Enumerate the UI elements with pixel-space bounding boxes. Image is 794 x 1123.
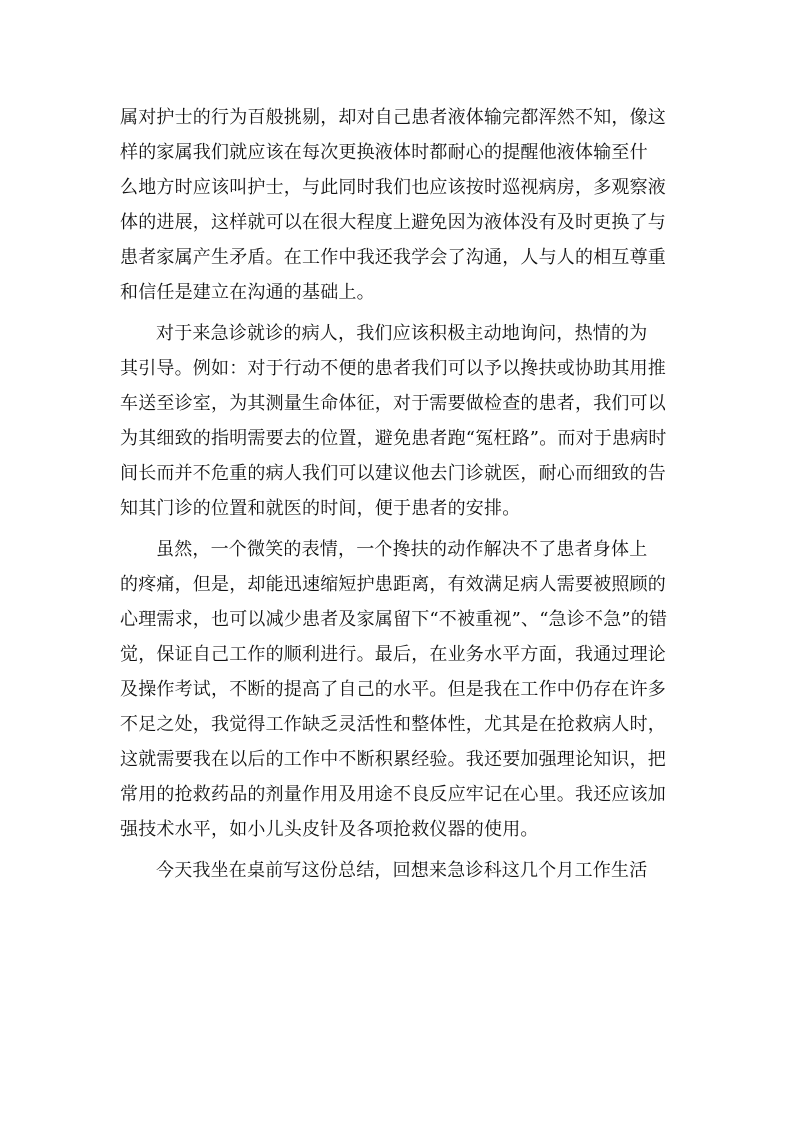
text-line: 车送至诊室，为其测量生命体征，对于需要做检查的患者，我们可以	[120, 393, 666, 414]
text-line: 体的进展，这样就可以在很大程度上避免因为液体没有及时更换了与	[120, 212, 666, 233]
text-line: 患者家属产生矛盾。在工作中我还我学会了沟通，人与人的相互尊重	[120, 247, 666, 268]
text-line: 和信任是建立在沟通的基础上。	[120, 282, 375, 303]
text-line: 及操作考试，不断的提高了自己的水平。但是我在工作中仍存在许多	[120, 679, 666, 700]
text-line: 的疼痛，但是，却能迅速缩短护患距离，有效满足病人需要被照顾的	[120, 574, 666, 595]
text-line: 这就需要我在以后的工作中不断积累经验。我还要加强理论知识，把	[120, 749, 666, 770]
text-line: 虽然，一个微笑的表情，一个搀扶的动作解决不了患者身体上	[156, 539, 648, 560]
text-line: 不足之处，我觉得工作缺乏灵活性和整体性，尤其是在抢救病人时，	[120, 714, 666, 735]
text-line: 对于来急诊就诊的病人，我们应该积极主动地询问，热情的为	[156, 323, 648, 344]
text-line: 间长而并不危重的病人我们可以建议他去门诊就医，耐心而细致的告	[120, 463, 666, 484]
paragraph-3	[120, 532, 680, 847]
paragraph-4	[120, 853, 680, 888]
text-line: 今天我坐在桌前写这份总结，回想来急诊科这几个月工作生活	[156, 860, 648, 881]
text-line: 么地方时应该叫护士，与此同时我们也应该按时巡视病房，多观察液	[120, 177, 666, 198]
text-line: 常用的抢救药品的剂量作用及用途不良反应牢记在心里。我还应该加	[120, 784, 666, 805]
paragraph-2	[120, 316, 680, 526]
text-line: 样的家属我们就应该在每次更换液体时都耐心的提醒他液体输至什	[120, 142, 648, 163]
text-line: 心理需求，也可以减少患者及家属留下“不被重视”、“急诊不急”的错	[120, 609, 668, 630]
text-line: 知其门诊的位置和就医的时间，便于患者的安排。	[120, 498, 521, 519]
text-line: 强技术水平，如小儿头皮针及各项抢救仪器的使用。	[120, 819, 539, 840]
text-line: 觉，保证自己工作的顺利进行。最后，在业务水平方面，我通过理论	[120, 644, 666, 665]
text-line: 属对护士的行为百般挑剔，却对自己患者液体输完都浑然不知，像这	[120, 107, 666, 128]
text-line: 其引导。例如：对于行动不便的患者我们可以予以搀扶或协助其用推	[120, 358, 666, 379]
document-body	[120, 100, 680, 894]
text-line: 为其细致的指明需要去的位置，避免患者跑“冤枉路”。而对于患病时	[120, 428, 667, 449]
paragraph-1	[120, 100, 680, 310]
